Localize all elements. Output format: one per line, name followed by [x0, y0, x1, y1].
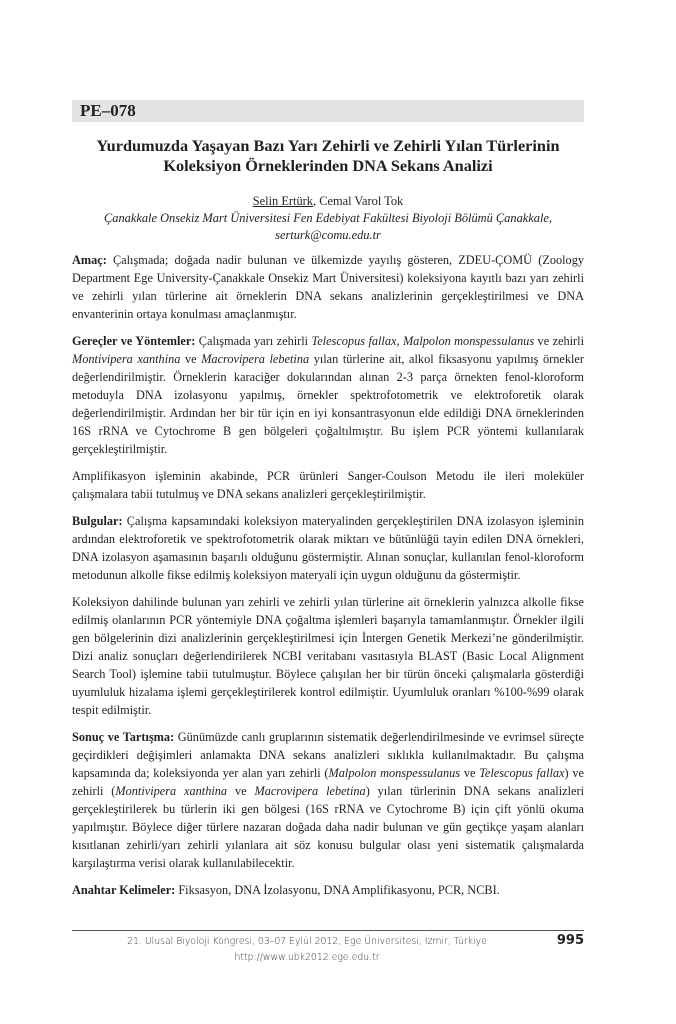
section-amplifikasyon: Amplifikasyon işleminin akabinde, PCR ürünleri Sanger-Coulson Metodu ile ileri moleküler çalışmalara tabii tutulmuş ve DNA sekans analizleri gerçekleştirilmiştir. — [72, 469, 584, 502]
section-koleksiyon: Koleksiyon dahilinde bulunan yarı zehirli ve zehirli yılan türlerine ait örneklerin yalnızca alkolle fikse edilmiş olanlarının PCR yöntemiyle DNA çoğaltma işlemleri başarıyla tamamlanmıştır. Örnekler ilgili gen bölgelerinin dizi analizlerinin gerçekleştirilmesi için İntergen Genetik Merkezi’ne gönderilmiştir. Dizi analiz sonuçları değerlendirilerek NCBI veritabanı vasıtasıyla BLAST (Basic Local Alignment Search Tool) işlemine tabii tutulmuştur. Böylece çalışılan her bir türün önceki çalışmalarla gösterdiği uyumluluk hizalama işlemi gerçekleştirilerek kontrol edilmiştir. Uyumluluk oranları %100-%99 olarak tespit edilmiştir. — [72, 594, 584, 718]
footer-url[interactable]: http://www.ubk2012.ege.edu.tr — [234, 952, 380, 963]
footer-divider — [72, 930, 584, 931]
author-names — [72, 193, 584, 210]
section-heading: Sonuç ve Tartışma: — [72, 729, 175, 744]
paper-title — [72, 136, 584, 176]
section-text: ve — [227, 784, 255, 799]
section-anahtar-kelimeler — [72, 881, 584, 899]
title-line-2: Koleksiyon Örneklerinden DNA Sekans Analizi — [163, 156, 493, 175]
section-text: ) ve zehirli ( — [72, 765, 584, 799]
section-text: Çalışma kapsamındaki koleksiyon materyalinden gerçekleştirilen DNA izolasyon işleminin ardından elektroforetik ve spektrofotometrik olarak miktarı ve bütünlüğü tayin edilen DNA örnekleri, DNA izolasyon aşamasının başarılı olduğunu göstermiştir. Alınan sonuçlar, kullanılan fenol-kloroform metodunun alkolle fikse edilmiş koleksiyon materyali için uygun olduğunu da göstermiştir. — [72, 513, 584, 582]
species-name: Telescopus fallax — [479, 765, 565, 780]
abstract-code-bar — [72, 100, 584, 122]
section-gerecler — [72, 332, 584, 459]
section-bulgular — [72, 512, 584, 584]
abstract-body — [72, 251, 584, 908]
section-heading: Anahtar Kelimeler: — [72, 883, 176, 897]
section-text: ve — [180, 351, 202, 366]
section-text: Fiksasyon, DNA İzolasyonu, DNA Amplifikasyonu, PCR, NCBI. — [175, 883, 500, 897]
section-heading: Gereçler ve Yöntemler: — [72, 333, 196, 348]
section-amac — [72, 251, 584, 323]
presenting-author: Selin Ertürk — [252, 194, 313, 208]
abstract-code: PE–078 — [80, 101, 136, 120]
footer-conference: 21. Ulusal Biyoloji Kongresi, 03–07 Eylül 2012, Ege Üniversitesi, İzmir, Türkiye — [127, 936, 487, 947]
author-email[interactable]: serturk@comu.edu.tr — [275, 228, 381, 242]
species-name: Macrovipera lebetina — [254, 784, 366, 799]
author-block — [72, 193, 584, 244]
section-text: ) yılan türlerinin DNA sekans analizleri gerçekleştirilerek bu türlerin iki gen bölgesi (16S rRNA ve Cytochrome B) için çift yönlü okuma yapılmıştır. Böylece diğer türlere nazaran doğada daha nadir bulunan ve gün geçtikçe yaşam alanları kısıtlanan zehirli/yarı zehirli yılanlara ait söz konusu bulgular olası yeni sistematik çalışmalarda karşılaştırma verisi olarak kullanılabilecektir. — [72, 784, 584, 871]
species-name: Montivipera xanthina — [72, 351, 181, 366]
species-name: Telescopus fallax, Malpolon monspessulanus — [311, 333, 535, 348]
affiliation: Çanakkale Onsekiz Mart Üniversitesi Fen Edebiyat Fakültesi Biyoloji Bölümü Çanakkale, — [103, 211, 553, 225]
title-line-1: Yurdumuzda Yaşayan Bazı Yarı Zehirli ve Zehirli Yılan Türlerinin — [96, 136, 560, 155]
section-text: ve — [460, 765, 480, 780]
author-separator: , — [313, 194, 320, 208]
page-number: 995 — [556, 933, 584, 948]
section-text: Çalışmada yarı zehirli — [195, 333, 312, 348]
species-name: Malpolon monspessulanus — [328, 765, 461, 780]
footer — [72, 934, 542, 966]
section-text: Çalışmada; doğada nadir bulunan ve ülkemizde yayılış gösteren, ZDEU-ÇOMÜ (Zoology Department Ege University-Çanakkale Onsekiz Mart Üniversitesi) koleksiyona kayıtlı bazı yarı zehirli ve zehirli yılan türlerine ait örneklerin DNA sekans analizlerinin gerçekleştirilmesi ve DNA envanterinin ortaya konulması amaçlanmıştır. — [72, 253, 584, 322]
section-heading: Bulgular: — [72, 513, 123, 528]
species-name: Montivipera xanthina — [115, 784, 228, 799]
section-text: ve zehirli — [534, 333, 584, 348]
section-text: yılan türlerine ait, alkol fiksasyonu yapılmış örnekler değerlendirilmiştir. Örneklerin karaciğer dokularından alınan 2-3 parça örnekten fenol-kloroform metoduyla DNA izolasyonu yapılmış, örnekler spektrofotometrik ve elektroforetik olarak değerlendirilmiştir. Ardından her bir tür için en iyi konsantrasyonun elde edildiği DNA örneklerinden 16S rRNA ve Cytochrome B gen bölgeleri çoğaltılmıştır. Bu işlem PCR yöntemi kullanılarak gerçekleştirilmiştir. — [72, 351, 584, 457]
species-name: Macrovipera lebetina — [201, 351, 310, 366]
section-text: Günümüzde canlı gruplarının sistematik değerlendirilmesinde ve evrimsel süreçte geçirdikleri değişimleri anlamakta DNA sekans analizleri sıklıkla kullanılmaktadır. Bu çalışma kapsamında da; koleksiyonda yer alan yarı zehirli ( — [72, 729, 585, 780]
section-heading: Amaç: — [72, 253, 107, 267]
section-sonuc — [72, 728, 584, 873]
co-author: Cemal Varol Tok — [319, 194, 404, 208]
